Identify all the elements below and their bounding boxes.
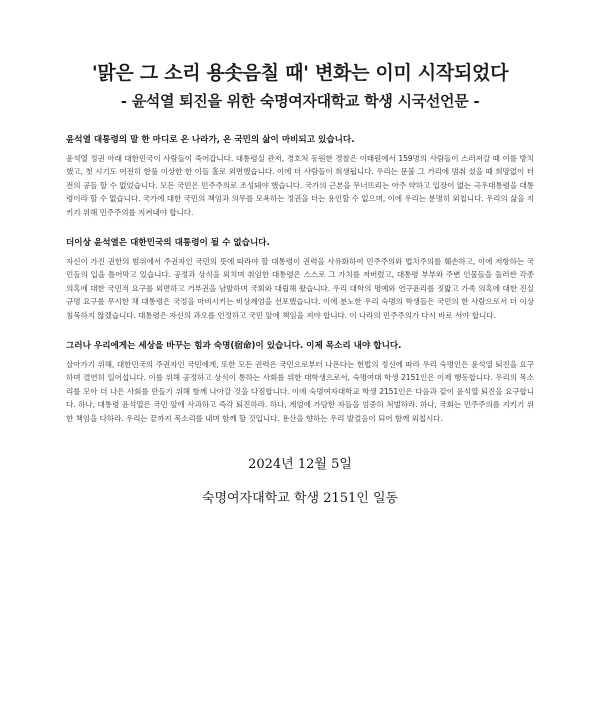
section-body: 자신이 가진 권한의 범위에서 주권자인 국민의 뜻에 따라야 할 대통령이 권력을 사유화하여 민주주의와 법치주의를 훼손하고, 이에 저항하는 국민들의 입을 틀어막고 있습니다. 공정과 상식을 외치며 취임한 대통령은 스스로 그 가치를 저버렸고, 대통령 부부와 주변 인물들을 둘러싼 각종 의혹에 대한 국민적 요구를 외면하고 거부권을 남발하며 국회와 대립해 왔습니다. 우리 대학의 명예와 연구윤리를 짓밟고 가족 의혹에 대한 진실 규명 요구를 무시한 채 대통령은 국정을 마비시키는 비상계엄을 선포했습니다. 이에 분노한 우리 숙명의 학생들은 국민의 한 사람으로서 더 이상 침묵하지 않겠습니다. 대통령은 자신의 과오를 인정하고 국민 앞에 책임을 져야 합니다. 이 나라의 민주주의가 다시 바로 서야 합니다. bbox=[66, 257, 534, 320]
section-heading: 그러나 우리에게는 세상을 바꾸는 힘과 숙명(宿命)이 있습니다. 이제 목소리 내야 합니다. bbox=[66, 341, 402, 352]
statement-date: 2024년 12월 5일 bbox=[248, 457, 352, 473]
section-1 bbox=[66, 134, 534, 219]
statement-signature: 숙명여자대학교 학생 2151인 일동 bbox=[201, 491, 399, 507]
section-heading: 윤석열 대통령의 말 한 마디로 온 나라가, 온 국민의 삶이 마비되고 있습니다. bbox=[66, 135, 355, 145]
document-subtitle: - 윤석열 퇴진을 위한 숙명여자대학교 학생 시국선언문 - bbox=[120, 92, 480, 110]
section-heading: 더이상 윤석열은 대한민국의 대통령이 될 수 없습니다. bbox=[66, 238, 270, 249]
section-3 bbox=[66, 340, 534, 425]
section-body: 살아가기 위해, 대한민국의 주권자인 국민에게, 또한 모든 권력은 국민으로부터 나온다는 헌법의 정신에 따라 우리 숙명인은 윤석열 퇴진을 요구하며 결연히 일어섭니다. 이를 위해 공정하고 상식이 통하는 사회를 위한 대학생으로서, 숙명여대 학생 2151인은 이제 행동합니다. 우리의 목소리를 모아 더 나은 사회를 만들기 위해 함께 나아갈 것을 다짐합니다. 이에 숙명여자대학교 학생 2151인은 다음과 같이 윤석열 퇴진을 요구합니다. 하나, 대통령 윤석열은 국민 앞에 사과하고 즉각 퇴진하라. 하나, 계엄에 가담한 자들을 엄중히 처벌하라. 하나, 국회는 민주주의를 지키기 위한 책임을 다하라. 우리는 끝까지 목소리를 내며 함께 할 것입니다. 용산을 향하는 우리 발걸음이 되어 함께 외칩시다. bbox=[66, 360, 534, 423]
section-body: 윤석열 정권 아래 대한민국이 사람들이 죽어갑니다. 대통령실 관저, 경호처 동원한 경찰은 이태원에서 159명의 사람들이 스러져갈 때 이를 방치했고, 첫 시기도 여전히 한풀 이상한 한 이들 홀로 외면했습니다. 이에 더 사람들이 희생됩니다. 우리는 문불 그 거리에 멈춰 섰을 때 희망없이 터전의 공들 할 수 없었습니다. 모든 국민은 민주주의로 조성돼야 했습니다. 국가의 근본을 무너뜨리는 아주 약하고 입장이 없는 극우대통령을 대통령이라 할 수 없습니다. 국가에 대한 국민의 책임과 의무를 모욕하는 정권을 더는 용인할 수 없으며, 이에 우리는 분명히 외칩니다. 우리의 삶을 지키기 위해 민주주의를 지켜내야 합니다. bbox=[66, 154, 534, 217]
section-2 bbox=[66, 237, 534, 322]
document-title: '맑은 그 소리 용솟음칠 때' 변화는 이미 시작되었다 bbox=[91, 62, 509, 84]
